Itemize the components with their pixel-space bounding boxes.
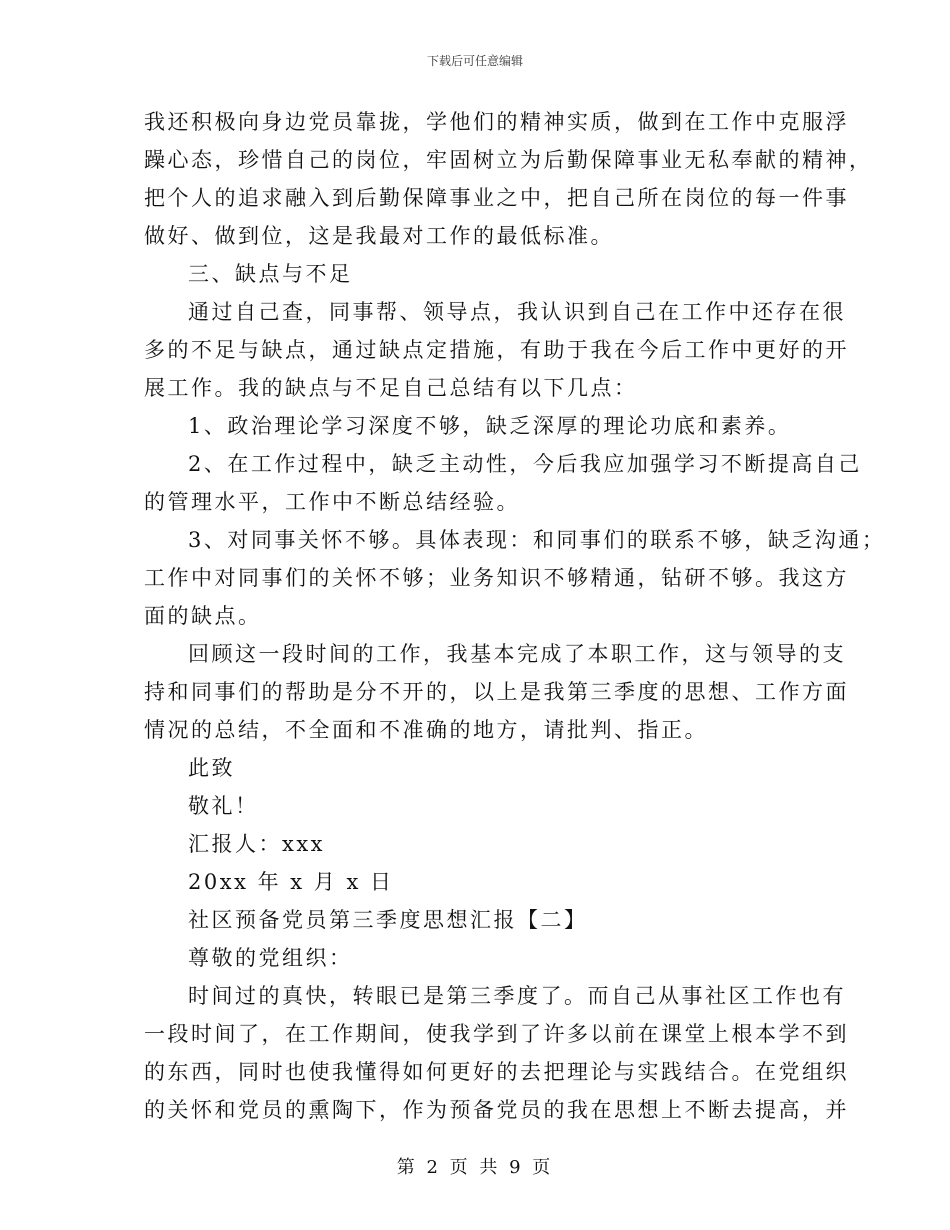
addressee-line: 尊敬的党组织： — [188, 946, 353, 970]
text-line: 情况的总结，不全面和不准确的地方，请批判、指正。 — [144, 718, 708, 742]
text-line: 面的缺点。 — [144, 604, 262, 628]
closing-greeting: 敬礼！ — [188, 794, 259, 818]
list-item: 2、在工作过程中，缺乏主动性，今后我应加强学习不断提高自己 — [188, 452, 862, 476]
text-line: 回顾这一段时间的工作，我基本完成了本职工作，这与领导的支 — [188, 642, 846, 666]
text-line: 一段时间了，在工作期间，使我学到了许多以前在课堂上根本学不到 — [144, 1022, 849, 1046]
text-line: 躁心态，珍惜自己的岗位，牢固树立为后勤保障事业无私奉献的精神， — [144, 148, 873, 172]
closing-salutation: 此致 — [188, 756, 235, 780]
text-line: 把个人的追求融入到后勤保障事业之中，把自己所在岗位的每一件事 — [144, 186, 849, 210]
text-line: 工作中对同事们的关怀不够；业务知识不够精通，钻研不够。我这方 — [144, 566, 849, 590]
list-item: 1、政治理论学习深度不够，缺乏深厚的理论功底和素养。 — [188, 414, 792, 438]
text-line: 时间过的真快，转眼已是第三季度了。而自己从事社区工作也有 — [188, 984, 846, 1008]
list-item: 3、对同事关怀不够。具体表现：和同事们的联系不够，缺乏沟通； — [188, 528, 886, 552]
section-heading: 三、缺点与不足 — [188, 262, 353, 286]
text-line: 展工作。我的缺点与不足自己总结有以下几点： — [144, 376, 638, 400]
text-line: 通过自己查，同事帮、领导点，我认识到自己在工作中还存在很 — [188, 300, 846, 324]
text-line: 的关怀和党员的熏陶下，作为预备党员的我在思想上不断去提高，并 — [144, 1098, 849, 1122]
page-footer: 第 2 页 共 9 页 — [396, 1157, 554, 1178]
section-title: 社区预备党员第三季度思想汇报【二】 — [188, 908, 588, 932]
text-line: 的管理水平，工作中不断总结经验。 — [144, 490, 520, 514]
reporter-line: 汇报人：xxx — [188, 832, 326, 856]
date-line: 20xx 年 x 月 x 日 — [188, 870, 394, 894]
text-line: 做好、做到位，这是我最对工作的最低标准。 — [144, 224, 614, 248]
text-line: 持和同事们的帮助是分不开的，以上是我第三季度的思想、工作方面 — [144, 680, 849, 704]
text-line: 的东西，同时也使我懂得如何更好的去把理论与实践结合。在党组织 — [144, 1060, 849, 1084]
text-line: 多的不足与缺点，通过缺点定措施，有助于我在今后工作中更好的开 — [144, 338, 849, 362]
text-line: 我还积极向身边党员靠拢，学他们的精神实质，做到在工作中克服浮 — [144, 110, 849, 134]
page-header: 下载后可任意编辑 — [426, 54, 523, 68]
